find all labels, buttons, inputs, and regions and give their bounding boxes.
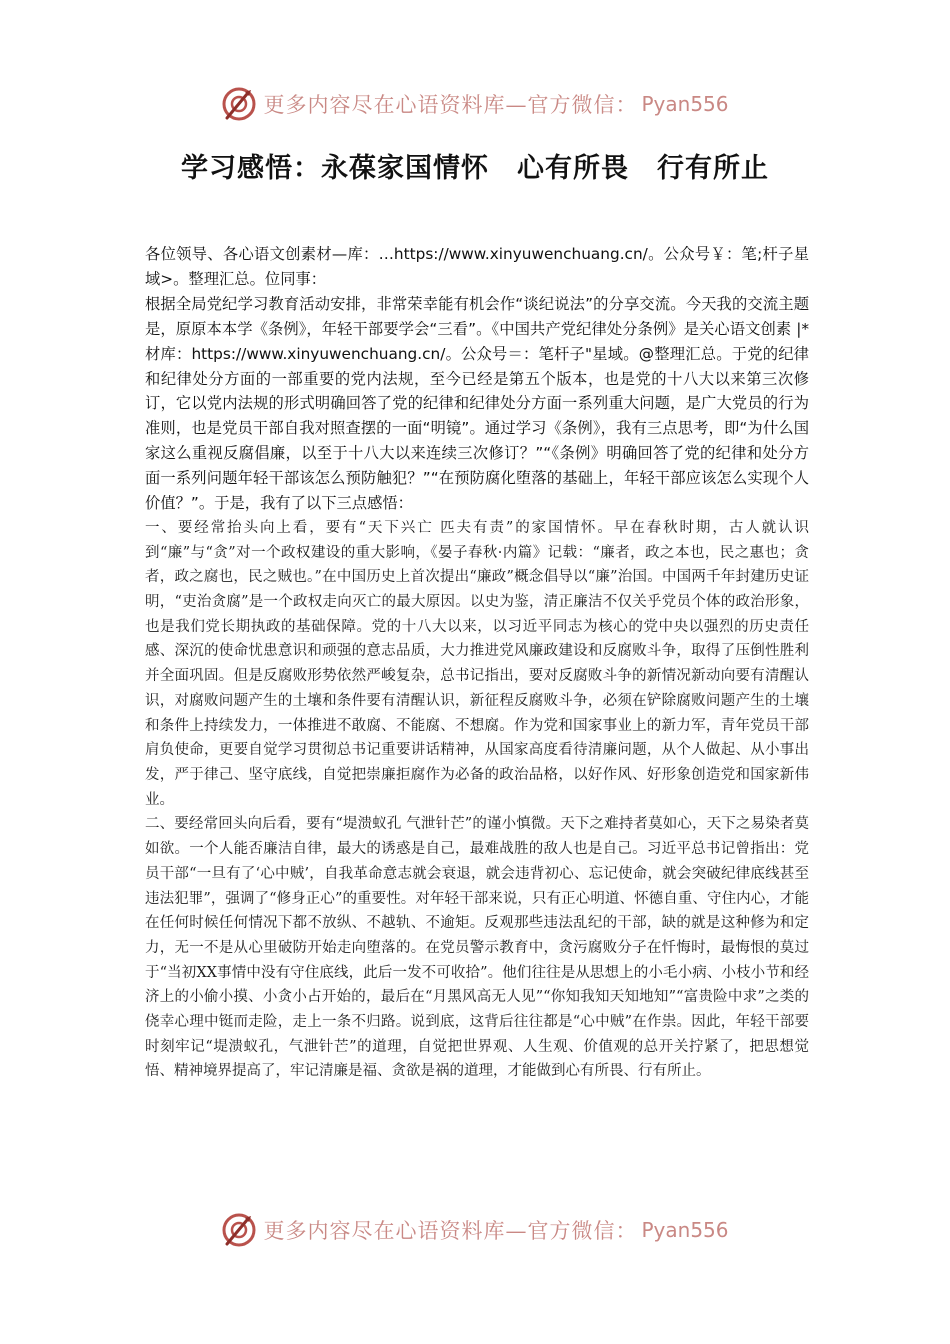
banner-wechat-id: Pyan556 xyxy=(641,1218,729,1242)
banner-wechat-id: Pyan556 xyxy=(641,92,729,116)
header-banner xyxy=(0,80,950,128)
page-title: 学习感悟：永葆家国情怀 心有所畏 行有所止 xyxy=(181,153,769,184)
paragraph-greeting: 各位领导、各心语文创素材—库：…https://www.xinyuwenchuang.cn/。公众号￥：笔;杆子星域>。整理汇总。位同事： xyxy=(145,245,809,288)
brand-logo-icon xyxy=(221,1212,257,1248)
brand-logo-icon xyxy=(221,86,257,122)
banner-text: 更多内容尽在心语资料库—官方微信： xyxy=(263,1219,638,1243)
paragraph-intro: 根据全局党纪学习教育活动安排，非常荣幸能有机会作“谈纪说法”的分享交流。今天我的交流主题是，原原本本学《条例》，年轻干部要学会“三看”。《中国共产党纪律处分条例》是关心语文创素 |*材库：https://www.xinyuwenchuang.cn/。公众号＝：笔杆子"星域。@整理汇总。于党的纪律和纪律处分方面的一部重要的党内法规，至今已经是第五个版本，也是党的十八大以来第三次修订，它以党内法规的形式明确回答了党的纪律和纪律处分方面一系列重大问题，是广大党员的行为准则，也是党员干部自我对照查摆的一面“明镜”。通过学习《条例》，我有三点思考，即“为什么国家这么重视反腐倡廉，以至于十八大以来连续三次修订？”“《条例》明确回答了党的纪律和处分方面一系列问题年轻干部该怎么预防触犯？”“在预防腐化堕落的基础上，年轻干部应该怎么实现个人价值？”。于是，我有了以下三点感悟： xyxy=(145,294,809,513)
banner-text: 更多内容尽在心语资料库—官方微信： xyxy=(263,93,638,117)
paragraph-point-two: 二、要经常回头向后看，要有“堤溃蚁孔 气泄针芒”的谨小慎微。天下之难持者莫如心，天下之易染者莫如欲。一个人能否廉洁自律，最大的诱惑是自己，最难战胜的敌人也是自己。习近平总书记曾指出：党员干部“一旦有了‘心中贼’，自我革命意志就会衰退，就会违背初心、忘记使命，就会突破纪律底线甚至违法犯罪”，强调了“修身正心”的重要性。对年轻干部来说，只有正心明道、怀德自重、守住内心，才能在任何时候任何情况下都不放纵、不越轨、不逾矩。反观那些违法乱纪的干部，缺的就是这种修为和定力，无一不是从心里破防开始走向堕落的。在党员警示教育中，贪污腐败分子在忏悔时，最悔恨的莫过于“当初XX事情中没有守住底线，此后一发不可收拾”。他们往往是从思想上的小毛小病、小枝小节和经济上的小偷小摸、小贪小占开始的，最后在“月黑风高无人见”“你知我知天知地知”“富贵险中求”之类的侥幸心理中铤而走险，走上一条不归路。说到底，这背后往往都是“心中贼”在作祟。因此，年轻干部要时刻牢记“堤溃蚁孔，气泄针芒”的道理，自觉把世界观、人生观、价值观的总开关拧紧了，把思想觉悟、精神境界提高了，牢记清廉是福、贪欲是祸的道理，才能做到心有所畏、行有所止。 xyxy=(145,816,809,1080)
footer-banner xyxy=(0,1206,950,1254)
paragraph-point-one: 一、要经常抬头向上看，要有“天下兴亡 匹夫有责”的家国情怀。早在春秋时期，古人就认识到“廉”与“贪”对一个政权建设的重大影响，《晏子春秋·内篇》记载：“廉者，政之本也，民之惠也；贪者，政之腐也，民之贼也。”在中国历史上首次提出“廉政”概念倡导以“廉”治国。中国两千年封建历史证明，“吏治贪腐”是一个政权走向灭亡的最大原因。以史为鉴，清正廉洁不仅关乎党员个体的政治形象，也是我们党长期执政的基础保障。党的十八大以来，以习近平同志为核心的党中央以强烈的历史责任感、深沉的使命忧患意识和顽强的意志品质，大力推进党风廉政建设和反腐败斗争，取得了压倒性胜利并全面巩固。但是反腐败形势依然严峻复杂，总书记指出，要对反腐败斗争的新情况新动向要有清醒认识，对腐败问题产生的土壤和条件要有清醒认识，新征程反腐败斗争，必须在铲除腐败问题产生的土壤和条件上持续发力，一体推进不敢腐、不能腐、不想腐。作为党和国家事业上的新力军，青年党员干部肩负使命，更要自觉学习贯彻总书记重要讲话精神，从国家高度看待清廉问题，从个人做起、从小事出发，严于律己、坚守底线，自觉把崇廉拒腐作为必备的政治品格，以好作风、好形象创造党和国家新伟业。 xyxy=(145,519,809,808)
document-body xyxy=(145,242,809,1084)
